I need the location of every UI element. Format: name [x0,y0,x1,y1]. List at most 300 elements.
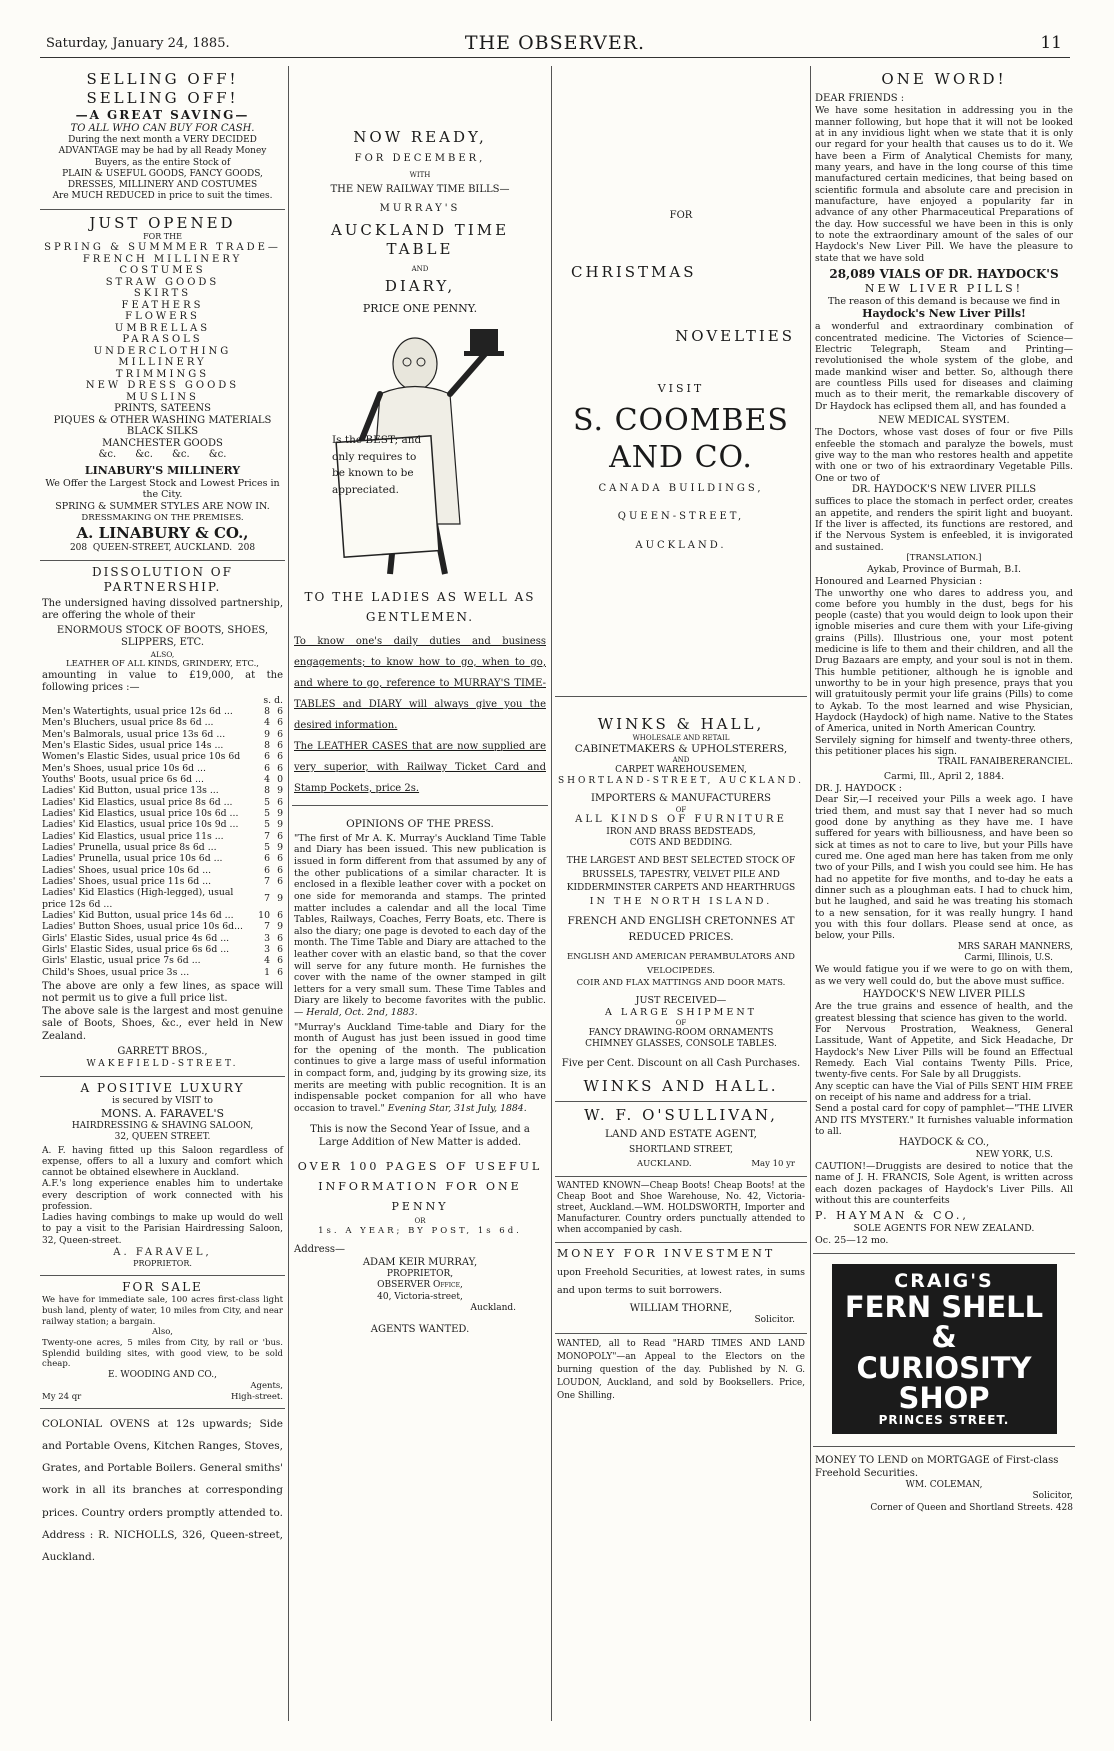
item: Men's Elastic Sides, usual price 14s ... [42,740,224,752]
pence: 6 [277,830,283,842]
item: Ladies' Kid Elastics, usual price 11s ... [42,830,224,842]
pills-heading: HAYDOCK'S NEW LIVER PILLS [862,988,1026,1000]
column-rule [810,66,811,1721]
pence: 6 [277,751,283,763]
letter-place: Aykab, Province of Burmah, B.I. [866,563,1022,575]
ad-bills: THE NEW RAILWAY TIME BILLS— [330,184,510,195]
ad-dress: DRESSMAKING ON THE PREMISES. [81,513,244,524]
shillings: 6 [264,751,270,763]
price-row [42,706,283,717]
masthead [40,30,1070,58]
item: Ladies' Kid Button, usual price 14s 6d ... [42,909,234,921]
ad-line: NEW DRESS GOODS [85,380,240,392]
ad-title: MONEY FOR INVESTMENT [557,1246,776,1260]
ad-title: ONE WORD! [881,70,1007,88]
novelties: NOVELTIES [675,327,795,346]
ad-line: FEATHERS [121,299,204,311]
osullivan-ad [555,1102,807,1177]
address-label: Address— [294,1244,345,1256]
ad-body: The undersigned having dissolved partnership, are offering the whole of their [42,597,283,622]
solicitor-role: Solicitor, [1032,1491,1073,1502]
or: OR [414,1216,426,1225]
quote-text: "The first of Mr A. K. Murray's Auckland Time Table and Diary has been issued. This new publication is issued in form different from that assumed by any of the other publications of a similar character. It is enclosed in a flexible leather cover with a pocket on one side for memoranda and stamps. The printed matter includes a calendar and all the local Time Tables, Railways, Coaches, Ferry Boats, etc. There is also the diary; one page is devoted to each day of the month. The Time Table and Diary are attached to the leather cover with an elastic band, so that the cover will serve for any future month. He furnishes the cover with the name of the owner stamped in gilt letters for a very small sum. These Time Tables and Diary are likely to become favorites with the public.— [294,832,546,1018]
ad-carpet: CARPET WAREHOUSEMEN, [615,764,747,775]
pence: 9 [277,819,283,831]
item: Men's Balmorals, usual price 13s 6d ... [42,728,226,740]
ad-city: AUCKLAND. [637,1159,692,1170]
price-row [42,785,283,796]
price-row [42,774,283,785]
price-row [42,876,283,887]
price-header-row [42,695,283,706]
pence: 6 [277,909,283,921]
over-pages: OVER 100 PAGES OF USEFUL INFORMATION FOR ONE PENNY [297,1160,543,1214]
column-rule [551,66,552,1721]
shillings: 8 [264,785,270,797]
pence: 6 [277,706,283,718]
ad-line: TRIMMINGS [115,368,210,380]
ad-body: COLONIAL OVENS at 12s upwards; Side and Portable Ovens, Kitchen Ranges, Stoves, Grates, and Portable Boilers. General smiths' work in all its branches at corresponding prices. Country orders promptly attended to. Address : R. NICHOLLS, 326, Queen-street, Auckland. [42,1418,283,1563]
agents-wanted: AGENTS WANTED. [370,1324,470,1336]
money-lend-ad [813,1447,1075,1520]
pence: 9 [277,842,283,854]
ad-body: Send a postal card for copy of pamphlet—"THE LIVER AND ITS MYSTERY." It furnishes valuable information to all. [815,1103,1073,1137]
shillings: 8 [264,740,270,752]
money-investment-ad [555,1243,807,1334]
pence: 6 [277,728,283,740]
price-row [42,729,283,740]
winks-hall-ad [555,697,807,1102]
paper-title: THE OBSERVER. [464,32,646,54]
firm-street: High-street. [231,1391,283,1402]
shillings: 3 [264,943,270,955]
store-name: LINABURY'S MILLINERY [84,463,241,477]
ad-line: SPRING & SUMMMER TRADE— [44,242,281,254]
firm-name: GARRETT BROS., [117,1046,208,1058]
price-row [42,910,283,921]
pence: 9 [277,785,283,797]
caution: CAUTION!—Druggists are desired to notice that the name of J. H. FRANCIS, Sole Agent, is written across each dozen packages of Haydock's Liver Pills. All without this are counterfeits [815,1161,1073,1207]
solicitor-name: WILLIAM THORNE, [629,1302,733,1314]
ad-date: My 24 qr [42,1391,82,1402]
curiosity-shop-ad [813,1254,1075,1447]
ad-trade: CABINETMAKERS & UPHOLSTERERS, [574,742,788,755]
ad-table: AUCKLAND TIME TABLE [330,221,510,258]
item: Men's Bluchers, usual price 8s 6d ... [42,717,214,729]
ad-all: ALL KINDS OF FURNITURE [575,814,787,826]
firm-city: AUCKLAND. [635,539,727,551]
ovens-ad [40,1409,285,1573]
ad-body: We have for immediate sale, 100 acres first-class light bush land, plenty of water, 10 miles from City, and near railway station; a bargain. [42,1295,283,1327]
haydock-ad [813,66,1075,1254]
ad-body: WANTED KNOWN—Cheap Boots! Cheap Boots! at the Cheap Boot and Shoe Warehouse, No. 42, Victoria-street, Auckland.—WM. HOLDSWORTH, Importer and Manufacturer. Country orders punctually attended to when accompanied by cash. [557,1181,805,1235]
pence: 6 [277,966,283,978]
section-title: OPINIONS OF THE PRESS. [346,817,494,830]
sign-text: Is the BEST; and only requires to be known to be appreciated. [332,433,422,497]
publisher-office: OBSERVER Office, [377,1280,463,1291]
letter-body: Servilely signing for himself and twenty-three others, this petitioner places his sign. [815,734,1073,758]
shillings: 6 [264,853,270,865]
pence: 6 [277,740,283,752]
pence: 6 [277,717,283,729]
item: Girls' Elastic Sides, usual price 4s 6d ... [42,932,230,944]
item: Ladies' Kid Elastics, usual price 8s 6d ... [42,796,233,808]
ad-title: A POSITIVE LUXURY [80,1081,245,1096]
page-number: 11 [1040,33,1062,53]
pence: 6 [277,864,283,876]
agent-name: P. HAYMAN & CO., [815,1209,969,1223]
quote [294,1022,546,1115]
ad-also: Also, [151,1327,174,1338]
ad-fancy: FANCY DRAWING-ROOM ORNAMENTS [588,1027,774,1038]
ad-offer: We Offer the Largest Stock and Lowest Prices in the City. [45,477,280,501]
ad-body: For Nervous Prostration, Weakness, General Lassitude, Want of Appetite, and Sick Headache, Dr Haydock's New Liver Pills will be found an Effectual Remedy. Each Vial contains Twenty Pills. Price, twenty-five cents. For Sale by all Druggists. [815,1024,1073,1081]
shillings: 4 [264,717,270,729]
publisher-name: ADAM KEIR MURRAY, [362,1256,478,1268]
ad-styles: SPRING & SUMMER STYLES ARE NOW IN. [55,501,270,513]
letter-place: Carmi, Illinois, U.S. [964,952,1053,963]
item: Ladies' Prunella, usual price 10s 6d ... [42,853,223,865]
pence: 6 [277,853,283,865]
shillings: 5 [264,819,270,831]
price-row [42,831,283,842]
letter-signature: TRAIL FANAIBERERANCIEL. [937,757,1073,768]
firm-building: CANADA BUILDINGS, [598,482,764,494]
ad-body: Twenty-one acres, 5 miles from City, by rail or 'bus. Splendid building sites, with good view, to be sold cheap. [42,1337,283,1370]
ad-body: upon Freehold Securities, at lowest rates, in sums and upon terms to suit borrowers. [557,1266,805,1296]
pills-heading: NEW LIVER PILLS! [864,281,1024,295]
yearly-price: 1s. A YEAR; BY POST, 1s 6d. [318,1225,522,1236]
ad-title: FOR SALE [122,1280,203,1295]
pence: 9 [277,921,283,933]
column-3 [555,66,807,1721]
ad-title: TO THE LADIES AS WELL AS GENTLEMEN. [304,589,536,625]
price-row [42,797,283,808]
translation-label: [TRANSLATION.] [906,553,982,564]
ad-for: FOR THE [143,232,182,242]
price-table [42,695,283,978]
ad-body: We would fatigue you if we were to go on with them, as we very well could do, but the above must suffice. [815,964,1073,987]
price-row [42,944,283,955]
firm-name: A. LINABURY & CO., [76,523,249,542]
price-row [42,933,283,944]
firm-street: QUEEN-STREET, [617,511,745,523]
price-row [42,842,283,853]
ad-body: The Doctors, whose vast doses of four or five Pills enfeeble the stomach and paralyze the bowels, must give way to the man who restores health and appetite with one or two of his extraordinary Vegetable Pills. One or two of [815,427,1073,484]
ad-title: DISSOLUTION OF PARTNERSHIP. [92,564,233,594]
letter-salutation: Honoured and Learned Physician : [815,575,983,587]
pence: 6 [277,932,283,944]
item: Ladies' Kid Elastics (High-legged), usual price 12s 6d ... [42,887,234,910]
item: Ladies' Kid Button, usual price 13s ... [42,785,219,797]
column-2 [292,66,548,1721]
ad-cretonnes: FRENCH AND ENGLISH CRETONNES AT REDUCED PRICES. [567,914,795,943]
shillings: 4 [264,955,270,967]
press-opinions [292,806,548,1343]
ad-reduced: Are MUCH REDUCED in price to suit the times. [52,191,273,202]
price-row [42,853,283,864]
ad-with: WITH [409,171,431,180]
saloon-name: HAIRDRESSING & SHAVING SALOON, [71,1121,254,1132]
timetable-ad [292,66,548,583]
item: Ladies' Kid Elastics, usual price 10s 6d ... [42,808,239,820]
price-row [42,808,283,819]
price-row [42,751,283,762]
shillings: 7 [264,876,270,887]
ad-date: May 10 yr [751,1159,795,1170]
ad-stock: ENORMOUS STOCK OF BOOTS, SHOES, SLIPPERS, ETC. [56,624,269,649]
quote-source: Herald, Oct. 2nd, 1883. [306,1006,418,1018]
publisher-street: 40, Victoria-street, [377,1291,463,1302]
item: Child's Shoes, usual price 3s ... [42,966,190,978]
ad-murray: MURRAY'S [379,202,461,214]
firm-address: 208 QUEEN-STREET, AUCKLAND. 208 [69,542,256,553]
item: Women's Elastic Sides, usual price 10s 6d [42,751,241,763]
ad-received: JUST RECEIVED— [635,995,727,1007]
ad-line: MANCHESTER GOODS [102,437,223,449]
shillings: 3 [264,932,270,944]
system-heading: NEW MEDICAL SYSTEM. [878,414,1010,426]
hard-times-ad [555,1334,807,1410]
item: Men's Shoes, usual price 10s 6d ... [42,762,206,774]
shillings: 8 [264,706,270,718]
ad-footer [557,1159,805,1170]
ad-body: A.F.'s long experience enables him to undertake every description of work connected with his profession. [42,1179,283,1212]
ad-title: WINKS & HALL, [597,715,765,734]
shop-banner [832,1264,1057,1434]
ad-cots: COTS AND BEDDING. [629,838,733,849]
price-row [42,921,283,932]
firm-name: S. COOMBES AND CO. [573,402,789,476]
shillings: 1 [264,966,270,978]
ad-body: a wonderful and extraordinary combination of concentrated medicine. The Victories of Science—Electric Telegraph, Steam and Printing—revolutionised the whole system of the globe, and made mankind wiser and better. So, although there are countless Pills used for diseases and claiming much as to their merit, the remarkable discovery of Dr Haydock has eclipsed them all, and has founded a [815,321,1073,412]
visit: VISIT [657,382,705,395]
coombes-ad [555,66,807,697]
ad-secured: is secured by VISIT to [112,1096,213,1107]
ad-diary: DIARY, [384,277,456,296]
price-row [42,819,283,830]
firm-name: E. WOODING AND CO., [108,1369,217,1380]
ad-of: OF [675,805,687,814]
dissolution-ad [40,561,285,1077]
publisher-role: PROPRIETOR, [386,1269,454,1280]
ad-and: AND [411,264,429,273]
shillings: 5 [264,808,270,820]
company-city: NEW YORK, U.S. [975,1149,1053,1160]
ad-of2: OF [675,1018,687,1027]
shop-line: CRAIG'S [894,1269,994,1292]
item: Ladies' Button Shoes, usual price 10s 6d... [42,921,243,933]
ad-sub: WHOLESALE AND RETAIL [632,734,730,742]
reason: The reason of this demand is because we find in [827,295,1061,307]
ad-body: A. F. having fitted up this Saloon regardless of expense, offers to all a luxury and comfort which cannot be obtained elsewhere in Auckland. [42,1145,283,1179]
ad-leather: LEATHER OF ALL KINDS, GRINDERY, ETC., [65,659,260,670]
ad-goods: PLAIN & USEFUL GOODS, FANCY GOODS, DRESSES, MILLINERY AND COSTUMES [62,168,263,190]
ad-title: W. F. O'SULLIVAN, [584,1106,778,1125]
saloon-address: 32, QUEEN STREET. [114,1132,211,1143]
ad-line: FLOWERS [125,311,200,323]
price-row [42,763,283,774]
price-row [42,740,283,751]
ad-mats: COIR AND FLAX MATTINGS AND DOOR MATS. [576,978,786,989]
ad-discount: Five per Cent. Discount on all Cash Purchases. [561,1058,801,1070]
ad-line: COSTUMES [119,265,206,277]
ad-iron: IRON AND BRASS BEDSTEADS, [606,826,756,837]
ad-street: SHORTLAND-STREET, AUCKLAND. [557,775,805,786]
price-row [42,887,283,910]
quote-text: "Murray's Auckland Time-table and Diary for the month of August has just been issued in good time for the opening of the month. The publication continues to give a large mass of useful information in compact form, and, judging by its growing size, its merits are meeting with public recognition. It is an indispensable pocket companion for all who have occasion to travel." [294,1021,546,1114]
proprietor-name: MONS. A. FARAVEL'S [100,1107,225,1121]
solicitor-name: WM. COLEMAN, [905,1480,983,1491]
quote-source: Evening Star, 31st July, 1884. [387,1102,527,1114]
ad-body: During the next month a VERY DECIDED ADVANTAGE may be had by all Ready Money Buyers, as the entire Stock of [58,135,267,168]
letter-salutation: DR. J. HAYDOCK : [815,782,902,794]
ad-island: IN THE NORTH ISLAND. [589,895,773,907]
ad-largest: THE LARGEST AND BEST SELECTED STOCK OF BRUSSELS, TAPESTRY, VELVET PILE AND KIDDERMINSTER CARPETS AND HEARTHRUGS [566,856,796,894]
ad-chimney: CHIMNEY GLASSES, CONSOLE TABLES. [585,1038,777,1049]
letter-place: Carmi, Ill., April 2, 1884. [883,770,1005,782]
firm-street: WAKEFIELD-STREET. [86,1058,239,1069]
item: Ladies' Prunella, usual price 8s 6d ... [42,842,217,854]
shop-line: CURIOSITY SHOP [856,1350,1032,1416]
for-sale-ad [40,1276,285,1409]
shillings: 5 [264,796,270,808]
ad-sub: LAND AND ESTATE AGENT, [605,1128,757,1141]
ad-ship: A LARGE SHIPMENT [605,1006,757,1018]
letter-body: Dear Sir,—I received your Pills a week ago. I have tried them, and must say that I never had so much good done by anything as they have me. I have suffered for years with billiousness, and have been so sick at times as not to care to live, but your Pills have cured me. One aged man here has taken from me only two of your Pills, and I wish you could see him. He has had no appetite for five months, and to-day he eats a dinner such as a ploughman eats. I had to chuck him, but he laughed, and said he was treating his stomach to a new sensation, for it was really hungry. I hand you with this four dollars. Please send at once, as below, your Pills. [815,794,1073,942]
ad-body: Any sceptic can have the Vial of Pills SENT HIM FREE on receipt of his name and address for a trial. [815,1080,1073,1103]
company-name: HAYDOCK & CO., [898,1137,990,1149]
ad-import: IMPORTERS & MANUFACTURERS [591,793,771,805]
pence: 6 [277,955,283,967]
shop-line: PRINCES STREET. [878,1412,1010,1427]
price-row [42,717,283,728]
ad-price: PRICE ONE PENNY. [362,302,478,315]
ad-subtitle: —A GREAT SAVING— [75,107,250,122]
ad-amount: amounting in value to £19,000, at the following prices :— [42,669,283,694]
agent-role: SOLE AGENTS FOR NEW ZEALAND. [853,1223,1035,1235]
ad-title: MONEY TO LEND on MORTGAGE of First-class Freehold Securities. [815,1455,1059,1479]
ad-body: WANTED, all to Read "HARD TIMES AND LAND MONOPOLY"—an Appeal to the Electors on the burning question of the day. Published by N. G. LOUDON, Auckland, and sold by Booksellers. Price, One Shilling. [557,1338,805,1402]
ladies-ad [292,583,548,806]
second-year: This is now the Second Year of Issue, and a Large Addition of New Matter is added. [310,1124,530,1148]
selling-off-ad [40,66,285,210]
christmas: CHRISTMAS [571,262,697,281]
ad-line: UMBRELLAS [114,322,211,334]
cheap-boots-ad [555,1177,807,1243]
shillings: 7 [264,830,270,842]
shillings: 10 [258,909,270,921]
shillings: 7 [264,921,270,933]
firm-role: Agents, [250,1381,283,1392]
pence: 6 [277,876,283,887]
ad-note: The above sale is the largest and most genuine sale of Boots, Shoes, &c., ever held in New Zealand. [42,1005,283,1042]
dr-pills-heading: DR. HAYDOCK'S NEW LIVER PILLS [851,483,1037,495]
column-4 [813,66,1075,1721]
solicitor-address: Corner of Queen and Shortland Streets. 428 [870,1502,1073,1513]
signature-role: PROPRIETOR. [133,1259,192,1269]
vials-count: 28,089 VIALS OF DR. HAYDOCK'S [829,266,1059,281]
quote [294,833,546,1019]
publisher-city: Auckland. [470,1302,516,1313]
ad-line: &c. &c. &c. &c. [98,449,227,461]
ad-footer [42,1392,283,1403]
shillings: 9 [264,728,270,740]
item: Men's Watertights, usual price 12s 6d ... [42,706,233,718]
ad-body: We have some hesitation in addressing you in the manner following, but hope that it will not be looked at in any invidious light when we state that it is only our regard for your health that causes us to do it. We have been a Firm of Analytical Chemists for many, many years, and have in the long course of this time manufactured certain medicines, that being based on scientific formula and absolute care and precision in manufacture, have enjoyed a popularity far in advance of any other Pharmaceutical Preparations of the day. How successful we have been in this is only to note the extraordinary amount of the sales of our Haydock's New Liver Pill. We have the pleasure to state that we have sold [815,105,1073,264]
ad-line: UNDERCLOTHING [93,345,232,357]
ad-body: suffices to place the stomach in perfect order, creates an appetite, and renders the spirit light and buoyant. If the liver is affected, its functions are restored, and if the Nervous System is enfeebled, it is invigorated and sustained. [815,496,1073,553]
pence: 6 [277,762,283,774]
price-row [42,865,283,876]
column-rule [288,66,289,1721]
pence: 9 [277,808,283,820]
pence: 6 [277,796,283,808]
ad-street: SHORTLAND STREET, [628,1145,734,1156]
ad-line: SKIRTS [133,288,192,300]
letter-signature: MRS SARAH MANNERS, [957,941,1073,952]
item: Girls' Elastic, usual price 7s 6d ... [42,955,201,967]
price-row [42,955,283,966]
ad-line: STRAW GOODS [105,276,220,288]
solicitor-role: Solicitor. [754,1315,795,1326]
shillings: 5 [264,842,270,854]
ad-title: JUST OPENED [89,213,236,232]
price-row [42,967,283,978]
ad-for: FOR [669,210,693,221]
item: Girls' Elastic Sides, usual price 6s 6d ... [42,943,230,955]
ad-line: PIQUES & OTHER WASHING MATERIALS [53,414,272,426]
item: Ladies' Shoes, usual price 11s 6d ... [42,876,212,887]
item: Ladies' Kid Elastics, usual price 10s 9d ... [42,819,239,831]
ad-body: Are the true grains and essence of health, and the greatest blessing that science has given to the world. [815,1001,1073,1024]
ad-month: FOR DECEMBER, [354,152,486,164]
ad-line: MUSLINS [126,391,199,403]
ad-body: Ladies having combings to make up would do well to pay a visit to the Parisian Hairdressing Saloon, 32, Queen-street. [42,1213,283,1246]
item: Youths' Boots, usual price 6s 6d ... [42,774,204,786]
ad-note: The above are only a few lines, as space will not permit us to give a full price list. [42,980,283,1005]
pence: 6 [277,943,283,955]
shop-line: FERN SHELL & [844,1289,1044,1355]
ad-title: NOW READY, [353,128,487,146]
ad-and: AND [672,755,690,764]
ad-title: SELLING OFF! SELLING OFF! [86,70,239,107]
pence: 9 [277,892,283,904]
issue-date: Saturday, January 24, 1885. [46,36,230,51]
item: Ladies' Shoes, usual price 10s 6d ... [42,864,212,876]
pence: 0 [277,774,283,786]
ad-line: MILLINERY [118,357,207,369]
luxury-ad [40,1077,285,1276]
ad-date: Oc. 25—12 mo. [815,1234,889,1246]
ad-line: PRINTS, SATEENS [114,403,211,415]
just-opened-ad [40,210,285,561]
shillings: 6 [264,762,270,774]
salutation: DEAR FRIENDS : [815,92,905,104]
ad-body: To know one's daily duties and business engagements; to know how to go, when to go, and where to go, reference to MURRAY'S TIME-TABLES and DIARY will always give you the desired information. [294,635,546,731]
ad-tagline: TO ALL WHO CAN BUY FOR CASH. [70,122,255,134]
ad-body: The LEATHER CASES that are now supplied are very superior, with Railway Ticket Card and Stamp Pockets, price 2s. [294,740,546,794]
ad-line: FRENCH MILLINERY [82,253,243,265]
shillings: 7 [264,892,270,904]
shillings: 4 [264,774,270,786]
ad-also: ALSO, [150,649,175,659]
letter-body: The unworthy one who dares to address you, and come before you humbly in the dust, begs for his people (caste) that you would deign to look upon their ignoble miseries and cure them with your Life-giving grains (Pills). Illustrious one, your most potent medicine is life to them and their children, and all the Drug Bazaars are empty, and your soul is not in them. This humble petitioner, although he is ignoble and unworthy to be in your high presence, prays that you will gratuitously permit your life grains (Pills) to come to Aykab. To the most learned and wise Physician, Haydock (Haydock) of high name. Native to the States of America, united in North American Country. [815,587,1073,735]
pills-name: Haydock's New Liver Pills! [862,307,1026,321]
ad-sign: WINKS AND HALL. [583,1076,779,1095]
ad-line: BLACK SILKS [126,426,199,438]
ad-line: PARASOLS [122,334,203,346]
